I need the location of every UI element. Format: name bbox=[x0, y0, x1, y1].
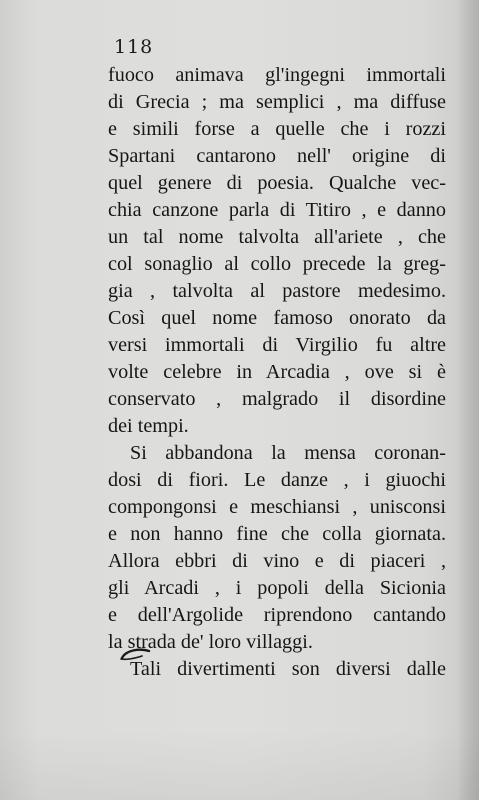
text-line: versi immortali di Virgilio fu altre bbox=[108, 334, 446, 356]
text-line: gia , talvolta al pastore medesimo. bbox=[108, 280, 446, 302]
text-line: volte celebre in Arcadia , ove si è bbox=[108, 361, 446, 383]
ink-mark bbox=[118, 646, 152, 662]
text-line: conservato , malgrado il disordine bbox=[108, 388, 446, 410]
text-line: col sonaglio al collo precede la greg- bbox=[108, 253, 446, 275]
text-line: Si abbandona la mensa coronan- bbox=[130, 442, 446, 464]
text-line: chia canzone parla di Titiro , e danno bbox=[108, 199, 446, 221]
text-line: compongonsi e meschiansi , unisconsi bbox=[108, 496, 446, 518]
text-line: e dell'Argolide riprendono cantando bbox=[108, 604, 446, 626]
text-line: fuoco animava gl'ingegni immortali bbox=[108, 64, 446, 86]
text-line: e non hanno fine che colla giornata. bbox=[108, 523, 446, 545]
text-line: Tali divertimenti son diversi dalle bbox=[130, 658, 446, 680]
text-line: di Grecia ; ma semplici , ma diffuse bbox=[108, 91, 446, 113]
text-line: la strada de' loro villaggi. bbox=[108, 631, 313, 653]
text-line: quel genere di poesia. Qualche vec- bbox=[108, 172, 446, 194]
text-line: gli Arcadi , i popoli della Sicionia bbox=[108, 577, 446, 599]
text-line: Così quel nome famoso onorato da bbox=[108, 307, 446, 329]
page-bottom-shadow bbox=[0, 730, 479, 800]
page-number: 118 bbox=[114, 36, 154, 58]
page-spine-shadow bbox=[457, 0, 479, 800]
text-line: e simili forse a quelle che i rozzi bbox=[108, 118, 446, 140]
text-line: dosi di fiori. Le danze , i giuochi bbox=[108, 469, 446, 491]
text-line: Spartani cantarono nell' origine di bbox=[108, 145, 446, 167]
body-text bbox=[108, 62, 446, 683]
text-line: un tal nome talvolta all'ariete , che bbox=[108, 226, 446, 248]
text-line: Allora ebbri di vino e di piaceri , bbox=[108, 550, 446, 572]
text-line: dei tempi. bbox=[108, 415, 189, 437]
